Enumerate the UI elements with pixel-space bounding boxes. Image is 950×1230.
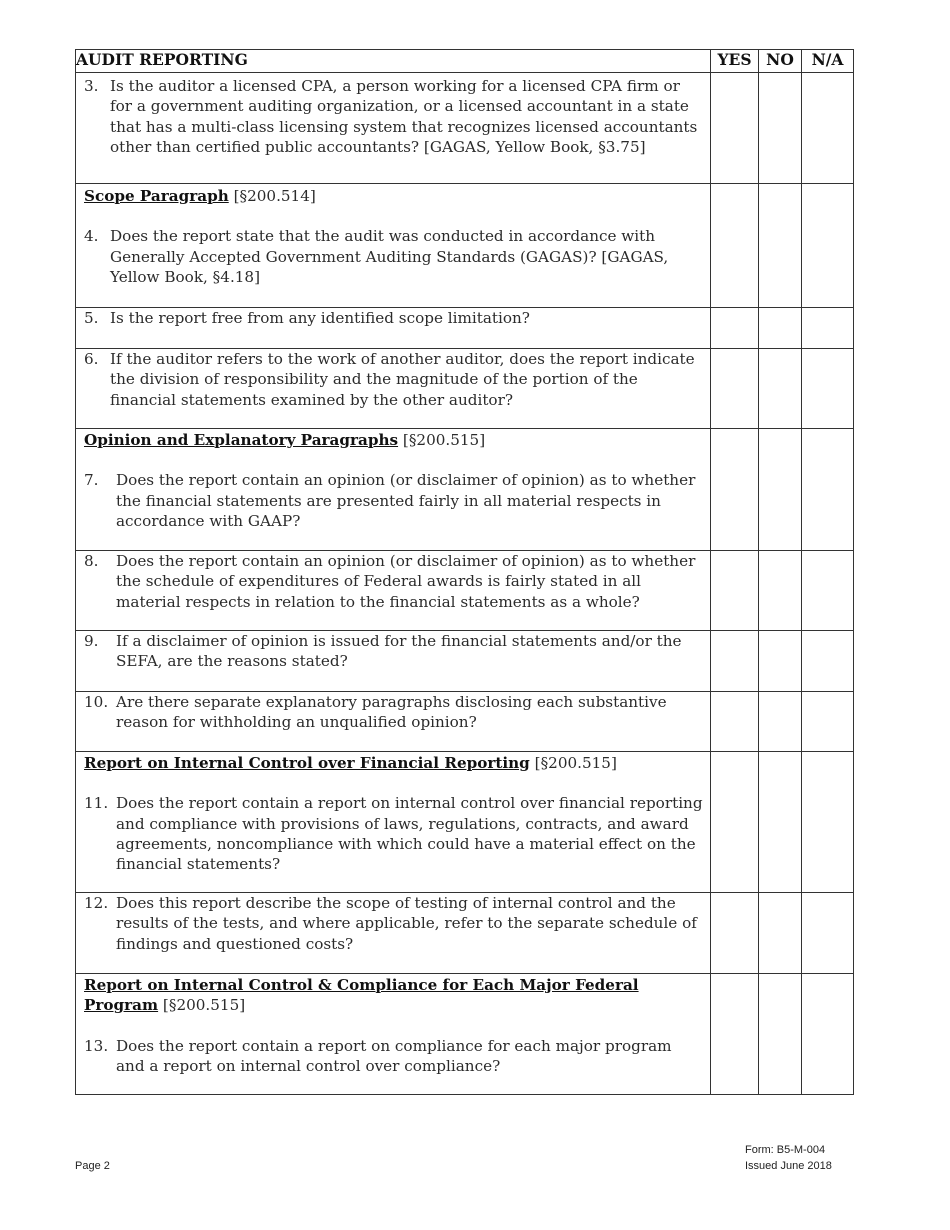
answer-yes-cell[interactable] bbox=[711, 308, 759, 349]
question-cell bbox=[76, 308, 711, 349]
form-number: Form: B5-M-004 bbox=[745, 1144, 826, 1156]
question-row-12 bbox=[76, 893, 854, 974]
question-number: 4. bbox=[84, 227, 99, 246]
answer-na-cell[interactable] bbox=[802, 308, 854, 349]
answer-no-cell[interactable] bbox=[759, 349, 802, 429]
section-heading-internal-control bbox=[76, 752, 710, 773]
answer-na-cell[interactable] bbox=[802, 974, 854, 1095]
question-number: 11. bbox=[84, 794, 109, 813]
question-number: 9. bbox=[84, 632, 99, 650]
column-no: NO bbox=[759, 50, 802, 73]
question-row-3 bbox=[76, 73, 854, 184]
question-number: 7. bbox=[84, 471, 99, 490]
answer-yes-cell[interactable] bbox=[711, 974, 759, 1095]
answer-no-cell[interactable] bbox=[759, 752, 802, 893]
answer-na-cell[interactable] bbox=[802, 893, 854, 974]
answer-yes-cell[interactable] bbox=[711, 692, 759, 752]
question-number: 5. bbox=[84, 309, 99, 327]
question-text: Does the report contain a report on compliance for each major program and a report on internal control over compliance? bbox=[116, 1036, 672, 1075]
question-row-5 bbox=[76, 308, 854, 349]
question-cell bbox=[76, 893, 711, 974]
question-cell bbox=[76, 551, 711, 631]
answer-yes-cell[interactable] bbox=[711, 429, 759, 551]
question-row-13 bbox=[76, 974, 854, 1095]
section-heading-major-program bbox=[76, 974, 710, 1016]
answer-na-cell[interactable] bbox=[802, 551, 854, 631]
answer-yes-cell[interactable] bbox=[711, 752, 759, 893]
section-heading-title: Report on Internal Control & Compliance for Each Major Federal Program bbox=[84, 976, 639, 1015]
answer-na-cell[interactable] bbox=[802, 631, 854, 692]
question-cell bbox=[76, 73, 711, 184]
answer-no-cell[interactable] bbox=[759, 974, 802, 1095]
question-number: 6. bbox=[84, 350, 99, 368]
question-row-8 bbox=[76, 551, 854, 631]
question-cell bbox=[76, 692, 711, 752]
question-text: Is the report free from any identified scope limitation? bbox=[110, 309, 530, 327]
question-cell bbox=[76, 631, 711, 692]
question-text: Does the report contain an opinion (or disclaimer of opinion) as to whether the schedule of expenditures of Federal awards is fairly stated in all material respects in relation to the financial statements as a whole? bbox=[116, 552, 696, 611]
question-cell bbox=[76, 184, 711, 308]
question-row-6 bbox=[76, 349, 854, 429]
question-text: If the auditor refers to the work of another auditor, does the report indicate the division of responsibility and the magnitude of the portion of the financial statements examined by the other auditor? bbox=[110, 350, 695, 409]
answer-na-cell[interactable] bbox=[802, 692, 854, 752]
question-number: 12. bbox=[84, 894, 109, 912]
form-info bbox=[745, 1142, 832, 1174]
column-yes: YES bbox=[711, 50, 759, 73]
section-heading-scope bbox=[76, 184, 710, 206]
answer-no-cell[interactable] bbox=[759, 73, 802, 184]
section-heading-title: Opinion and Explanatory Paragraphs bbox=[84, 431, 399, 449]
section-heading-ref: [§200.515] bbox=[534, 754, 617, 772]
question-text: Are there separate explanatory paragraphs disclosing each substantive reason for withholding an unqualified opinion? bbox=[116, 693, 667, 732]
issue-date: Issued June 2018 bbox=[745, 1160, 832, 1172]
question-cell bbox=[76, 349, 711, 429]
question-cell bbox=[76, 974, 711, 1095]
section-heading-ref: [§200.515] bbox=[402, 431, 486, 449]
answer-na-cell[interactable] bbox=[802, 349, 854, 429]
question-text: Does the report contain a report on internal control over financial reporting and compliance with provisions of laws, regulations, contracts, and award agreements, noncompliance with which could have a material effect on the financial statements? bbox=[116, 794, 703, 874]
question-number: 8. bbox=[84, 552, 99, 570]
answer-na-cell[interactable] bbox=[802, 752, 854, 893]
question-row-11 bbox=[76, 752, 854, 893]
question-number: 3. bbox=[84, 77, 99, 95]
question-text: Does this report describe the scope of testing of internal control and the results of the tests, and where applicable, refer to the separate schedule of findings and questioned costs? bbox=[116, 894, 697, 953]
section-heading-title: Report on Internal Control over Financial Reporting bbox=[84, 754, 530, 772]
answer-no-cell[interactable] bbox=[759, 692, 802, 752]
section-heading-opinion bbox=[76, 429, 710, 450]
answer-no-cell[interactable] bbox=[759, 631, 802, 692]
question-row-9 bbox=[76, 631, 854, 692]
audit-reporting-table bbox=[75, 49, 854, 1095]
question-text: Is the auditor a licensed CPA, a person working for a licensed CPA firm or for a government auditing organization, or a licensed accountant in a state that has a multi-class licensing system that recognizes licensed accountants other than certified public accountants? [GAGAS, Yellow Book, §3.75] bbox=[110, 77, 698, 156]
answer-no-cell[interactable] bbox=[759, 551, 802, 631]
answer-yes-cell[interactable] bbox=[711, 893, 759, 974]
question-row-4 bbox=[76, 184, 854, 308]
section-heading-ref: [§200.514] bbox=[233, 187, 316, 205]
answer-yes-cell[interactable] bbox=[711, 551, 759, 631]
question-row-10 bbox=[76, 692, 854, 752]
question-text: If a disclaimer of opinion is issued for the financial statements and/or the SEFA, are the reasons stated? bbox=[116, 632, 682, 671]
column-na: N/A bbox=[802, 50, 854, 73]
question-text: Does the report state that the audit was conducted in accordance with Generally Accepted Government Auditing Standards (GAGAS)? [GAGAS, Yellow Book, §4.18] bbox=[110, 227, 669, 286]
answer-no-cell[interactable] bbox=[759, 893, 802, 974]
answer-yes-cell[interactable] bbox=[711, 349, 759, 429]
answer-no-cell[interactable] bbox=[759, 184, 802, 308]
question-number: 13. bbox=[84, 1036, 109, 1055]
answer-yes-cell[interactable] bbox=[711, 631, 759, 692]
question-cell bbox=[76, 752, 711, 893]
answer-no-cell[interactable] bbox=[759, 429, 802, 551]
answer-no-cell[interactable] bbox=[759, 308, 802, 349]
question-number: 10. bbox=[84, 693, 109, 711]
question-cell bbox=[76, 429, 711, 551]
section-heading-ref: [§200.515] bbox=[162, 996, 246, 1015]
answer-na-cell[interactable] bbox=[802, 184, 854, 308]
section-heading-title: Scope Paragraph bbox=[84, 187, 229, 205]
answer-na-cell[interactable] bbox=[802, 429, 854, 551]
section-title: AUDIT REPORTING bbox=[76, 50, 711, 73]
header-row bbox=[76, 50, 854, 73]
question-row-7 bbox=[76, 429, 854, 551]
answer-yes-cell[interactable] bbox=[711, 73, 759, 184]
question-text: Does the report contain an opinion (or disclaimer of opinion) as to whether the financial statements are presented fairly in all material respects in accordance with GAAP? bbox=[116, 471, 696, 530]
answer-na-cell[interactable] bbox=[802, 73, 854, 184]
answer-yes-cell[interactable] bbox=[711, 184, 759, 308]
page-number: Page 2 bbox=[75, 1160, 110, 1172]
